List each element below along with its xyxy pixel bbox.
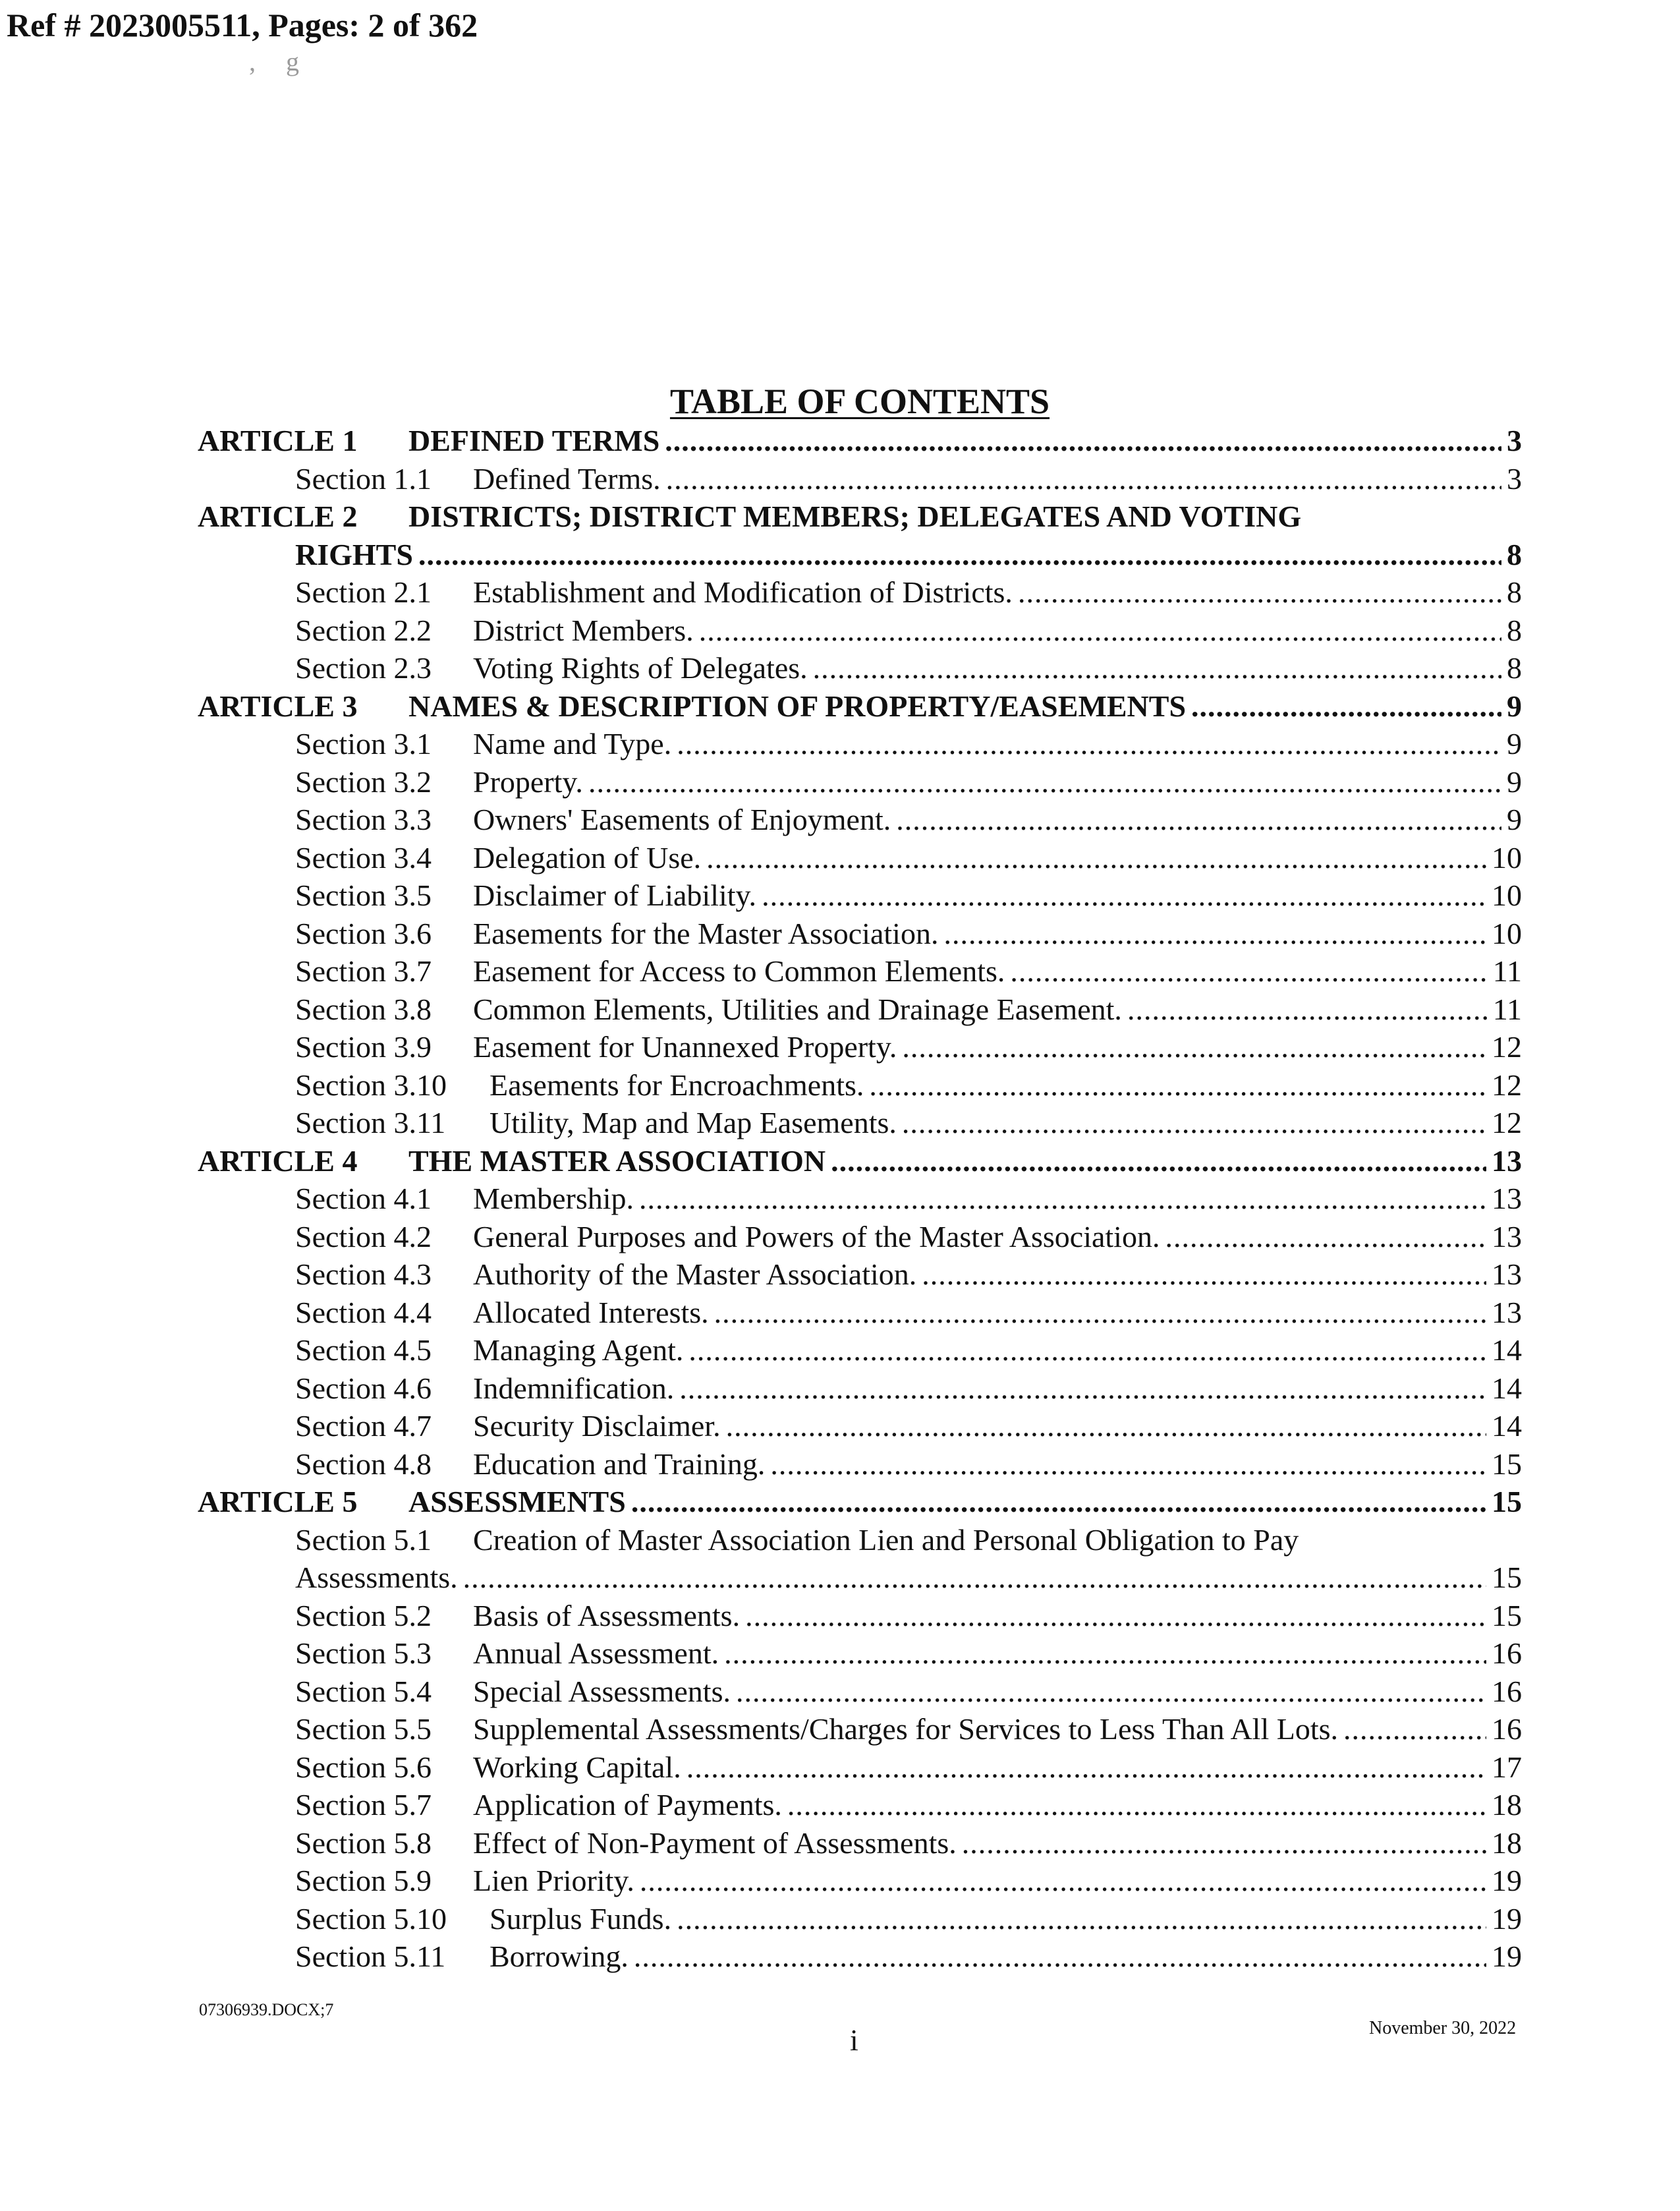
section-number: Section 3.9 — [295, 1030, 432, 1064]
toc-section-row[interactable] — [295, 1710, 1522, 1748]
toc-article-row[interactable] — [198, 498, 1522, 536]
article-title: THE MASTER ASSOCIATION — [408, 1143, 826, 1178]
section-title: Effect of Non-Payment of Assessments. — [473, 1825, 957, 1860]
section-number: Section 3.8 — [295, 992, 432, 1026]
dot-leader — [665, 422, 1501, 460]
section-number: Section 4.1 — [295, 1182, 432, 1215]
page-number: 10 — [1492, 840, 1522, 875]
toc-section-row[interactable] — [295, 1218, 1522, 1256]
dot-leader — [869, 1066, 1486, 1105]
page-number: 16 — [1492, 1712, 1522, 1746]
section-title: Education and Training. — [473, 1447, 766, 1481]
section-number: Section 5.11 — [295, 1939, 446, 1973]
section-number: Section 4.8 — [295, 1447, 432, 1481]
dot-leader — [902, 1104, 1486, 1142]
page-number: 14 — [1492, 1409, 1522, 1443]
page-number: 9 — [1507, 764, 1522, 799]
section-number: Section 3.7 — [295, 954, 432, 988]
toc-article-row[interactable] — [295, 536, 1522, 574]
page-number: 9 — [1507, 689, 1522, 723]
toc-section-row[interactable] — [295, 1066, 1522, 1105]
section-title: Basis of Assessments. — [473, 1598, 741, 1632]
page-number: 19 — [1492, 1901, 1522, 1936]
section-number: Section 1.1 — [295, 461, 432, 496]
dot-leader — [688, 1331, 1486, 1369]
footer-page-number: i — [850, 2023, 858, 2057]
toc-section-row[interactable] — [295, 1255, 1522, 1294]
dot-leader — [1165, 1218, 1486, 1256]
toc-section-row[interactable] — [295, 573, 1522, 612]
article-number: ARTICLE 5 — [198, 1485, 358, 1518]
page-number: 19 — [1492, 1939, 1522, 1973]
toc-article-row[interactable] — [198, 1142, 1522, 1180]
dot-leader — [631, 1483, 1486, 1521]
section-title: Assessments. — [295, 1561, 458, 1594]
dot-leader — [699, 612, 1501, 650]
section-number: Section 5.8 — [295, 1825, 432, 1860]
section-title: Establishment and Modification of Districts. — [473, 575, 1013, 609]
page-number: 3 — [1507, 461, 1522, 496]
toc-section-row[interactable] — [295, 1900, 1522, 1938]
toc-section-row[interactable] — [295, 1938, 1522, 1976]
section-title: Voting Rights of Delegates. — [473, 651, 808, 685]
dot-leader — [1010, 952, 1487, 991]
toc-section-row[interactable] — [295, 1407, 1522, 1445]
section-number: Section 3.6 — [295, 916, 432, 950]
page-number: 16 — [1492, 1674, 1522, 1708]
page-number: 17 — [1492, 1750, 1522, 1784]
section-number: Section 4.7 — [295, 1409, 432, 1443]
toc-section-row[interactable] — [295, 1104, 1522, 1142]
page-number: 16 — [1492, 1636, 1522, 1670]
toc-section-row[interactable] — [295, 1369, 1522, 1408]
toc-section-row[interactable] — [295, 1824, 1522, 1862]
page-number: 8 — [1507, 575, 1522, 609]
page-number: 13 — [1492, 1257, 1522, 1291]
section-title: Working Capital. — [473, 1750, 681, 1784]
toc-section-row[interactable] — [295, 1634, 1522, 1673]
page-number: 12 — [1492, 1068, 1522, 1102]
section-title: Name and Type. — [473, 727, 672, 761]
section-number: Section 3.4 — [295, 840, 432, 875]
footer-date: November 30, 2022 — [1369, 2018, 1517, 2038]
section-title: Security Disclaimer. — [473, 1409, 721, 1443]
dot-leader — [1018, 573, 1501, 612]
section-number: Section 5.4 — [295, 1674, 432, 1708]
toc-section-row[interactable] — [295, 460, 1522, 498]
section-number: Section 4.2 — [295, 1219, 432, 1253]
section-title: Easement for Access to Common Elements. — [473, 954, 1005, 988]
toc-section-row[interactable] — [295, 991, 1522, 1029]
page-number: 13 — [1492, 1295, 1522, 1329]
article-title: DEFINED TERMS — [408, 424, 660, 457]
toc-section-row[interactable] — [295, 1673, 1522, 1711]
article-number: ARTICLE 4 — [198, 1143, 358, 1178]
page-number: 18 — [1492, 1825, 1522, 1860]
section-title: Property. — [473, 764, 583, 799]
page-number: 12 — [1492, 1030, 1522, 1064]
page-number: 8 — [1507, 613, 1522, 647]
dot-leader — [677, 725, 1501, 763]
dot-leader — [1127, 991, 1488, 1029]
page-number: 15 — [1492, 1447, 1522, 1481]
dot-leader — [787, 1786, 1486, 1824]
dot-leader — [724, 1634, 1486, 1673]
article-number: ARTICLE 2 — [198, 500, 358, 533]
section-number: Section 4.5 — [295, 1333, 432, 1367]
page-number: 8 — [1507, 537, 1522, 571]
section-title: Common Elements, Utilities and Drainage Easement. — [473, 992, 1122, 1026]
toc-section-row[interactable] — [295, 1331, 1522, 1369]
dot-leader — [943, 915, 1486, 953]
page-number: 11 — [1492, 992, 1522, 1026]
dot-leader — [686, 1748, 1486, 1787]
page-number: 10 — [1492, 916, 1522, 950]
dot-leader — [666, 460, 1501, 498]
page-number: 19 — [1492, 1864, 1522, 1897]
article-title: DISTRICTS; DISTRICT MEMBERS; DELEGATES AND VOTING — [408, 500, 1302, 533]
page-number: 15 — [1492, 1561, 1522, 1594]
section-title: District Members. — [473, 613, 694, 647]
toc-section-row[interactable] — [295, 952, 1522, 991]
toc-section-row[interactable] — [295, 1559, 1522, 1597]
section-number: Section 2.3 — [295, 651, 432, 685]
recording-reference-header: Ref # 2023005511, Pages: 2 of 362 — [7, 7, 478, 43]
section-title: Disclaimer of Liability. — [473, 878, 757, 912]
dot-leader — [714, 1294, 1486, 1332]
page-number: 8 — [1507, 651, 1522, 685]
toc-article-row[interactable] — [198, 687, 1522, 726]
section-title: Supplemental Assessments/Charges for Services to Less Than All Lots. — [473, 1712, 1338, 1746]
dot-leader — [922, 1255, 1486, 1294]
section-title: Borrowing. — [490, 1939, 629, 1973]
toc-section-row[interactable] — [295, 876, 1522, 915]
section-number: Section 4.4 — [295, 1295, 432, 1329]
dot-leader — [1343, 1710, 1486, 1748]
dot-leader — [896, 801, 1501, 839]
page-number: 15 — [1492, 1485, 1522, 1518]
page-number: 18 — [1492, 1788, 1522, 1822]
toc-section-row[interactable] — [295, 915, 1522, 953]
dot-leader — [677, 1900, 1486, 1938]
dot-leader — [588, 763, 1501, 801]
toc-article-row[interactable] — [198, 422, 1522, 460]
section-title: Creation of Master Association Lien and Personal Obligation to Pay — [473, 1522, 1299, 1557]
toc-section-row[interactable] — [295, 1180, 1522, 1218]
article-number: ARTICLE 1 — [198, 424, 358, 457]
page-number: 15 — [1492, 1598, 1522, 1632]
section-number: Section 5.7 — [295, 1788, 432, 1822]
dot-leader — [962, 1824, 1486, 1862]
section-number: Section 4.3 — [295, 1257, 432, 1291]
toc-section-row[interactable] — [295, 763, 1522, 801]
section-title: Easements for Encroachments. — [490, 1068, 864, 1102]
toc-section-row[interactable] — [295, 1786, 1522, 1824]
toc-section-row[interactable] — [295, 1597, 1522, 1635]
page-number: 13 — [1492, 1219, 1522, 1253]
page-number: 9 — [1507, 803, 1522, 836]
section-title: Utility, Map and Map Easements. — [490, 1106, 897, 1139]
toc-section-row[interactable] — [295, 801, 1522, 839]
section-number: Section 3.10 — [295, 1068, 447, 1102]
page-number: 13 — [1492, 1182, 1522, 1215]
dot-leader — [902, 1028, 1486, 1066]
section-title: Indemnification. — [473, 1371, 675, 1405]
dot-leader — [831, 1142, 1486, 1180]
section-number: Section 5.10 — [295, 1901, 447, 1936]
toc-section-row[interactable] — [295, 1862, 1522, 1900]
dot-leader — [418, 536, 1501, 574]
section-title: Easement for Unannexed Property. — [473, 1030, 897, 1064]
toc-section-row[interactable] — [295, 649, 1522, 687]
section-number: Section 3.11 — [295, 1106, 446, 1139]
toc-section-row[interactable] — [295, 1028, 1522, 1066]
toc-section-row[interactable] — [295, 1445, 1522, 1483]
toc-section-row[interactable] — [295, 1748, 1522, 1787]
toc-article-row[interactable] — [198, 1483, 1522, 1521]
dot-leader — [1191, 687, 1501, 726]
article-title: ASSESSMENTS — [408, 1485, 626, 1518]
section-title: Owners' Easements of Enjoyment. — [473, 803, 891, 836]
toc-section-row[interactable] — [295, 725, 1522, 763]
toc-title: TABLE OF CONTENTS — [669, 382, 1050, 421]
section-title: Defined Terms. — [473, 461, 661, 496]
section-title: Application of Payments. — [473, 1788, 782, 1822]
section-title: Managing Agent. — [473, 1333, 684, 1367]
footer-document-id: 07306939.DOCX;7 — [199, 2000, 334, 2019]
section-number: Section 5.6 — [295, 1750, 432, 1784]
section-title: General Purposes and Powers of the Master Association. — [473, 1219, 1160, 1253]
section-number: Section 3.5 — [295, 878, 432, 912]
dot-leader — [813, 649, 1501, 687]
section-title: Delegation of Use. — [473, 840, 702, 875]
toc-section-row[interactable] — [295, 1521, 1522, 1559]
page-number: 3 — [1507, 424, 1522, 457]
section-title: Membership. — [473, 1182, 634, 1215]
toc-section-row[interactable] — [295, 1294, 1522, 1332]
section-number: Section 4.6 — [295, 1371, 432, 1405]
toc-section-row[interactable] — [295, 612, 1522, 650]
dot-leader — [726, 1407, 1486, 1445]
dot-leader — [762, 876, 1486, 915]
section-number: Section 3.2 — [295, 764, 432, 799]
section-title: Lien Priority. — [473, 1864, 634, 1897]
page-number: 10 — [1492, 878, 1522, 912]
section-title: Annual Assessment. — [473, 1636, 719, 1670]
section-number: Section 2.1 — [295, 575, 432, 609]
article-number: ARTICLE 3 — [198, 689, 358, 723]
section-number: Section 3.1 — [295, 727, 432, 761]
section-number: Section 2.2 — [295, 613, 432, 647]
section-title: Allocated Interests. — [473, 1295, 709, 1329]
dot-leader — [634, 1938, 1486, 1976]
section-number: Section 5.9 — [295, 1864, 432, 1897]
page-number: 13 — [1492, 1143, 1522, 1178]
article-title: RIGHTS — [295, 537, 413, 571]
section-number: Section 5.2 — [295, 1598, 432, 1632]
section-number: Section 5.1 — [295, 1522, 432, 1557]
section-number: Section 3.3 — [295, 803, 432, 836]
section-title: Authority of the Master Association. — [473, 1257, 917, 1291]
section-number: Section 5.3 — [295, 1636, 432, 1670]
dot-leader — [706, 839, 1486, 877]
toc-section-row[interactable] — [295, 839, 1522, 877]
section-title: Surplus Funds. — [490, 1901, 672, 1936]
dot-leader — [640, 1862, 1486, 1900]
dot-leader — [463, 1559, 1486, 1597]
dot-leader — [679, 1369, 1486, 1408]
section-number: Section 5.5 — [295, 1712, 432, 1746]
page-number: 12 — [1492, 1106, 1522, 1139]
page-number: 14 — [1492, 1371, 1522, 1405]
page-number: 14 — [1492, 1333, 1522, 1367]
page-number: 11 — [1492, 954, 1522, 988]
dot-leader — [736, 1673, 1486, 1711]
faded-text-fragment: , g — [249, 47, 311, 76]
dot-leader — [770, 1445, 1486, 1483]
section-title: Easements for the Master Association. — [473, 916, 939, 950]
dot-leader — [745, 1597, 1486, 1635]
article-title: NAMES & DESCRIPTION OF PROPERTY/EASEMENTS — [408, 689, 1187, 723]
dot-leader — [639, 1180, 1486, 1218]
section-title: Special Assessments. — [473, 1674, 731, 1708]
page-number: 9 — [1507, 727, 1522, 761]
